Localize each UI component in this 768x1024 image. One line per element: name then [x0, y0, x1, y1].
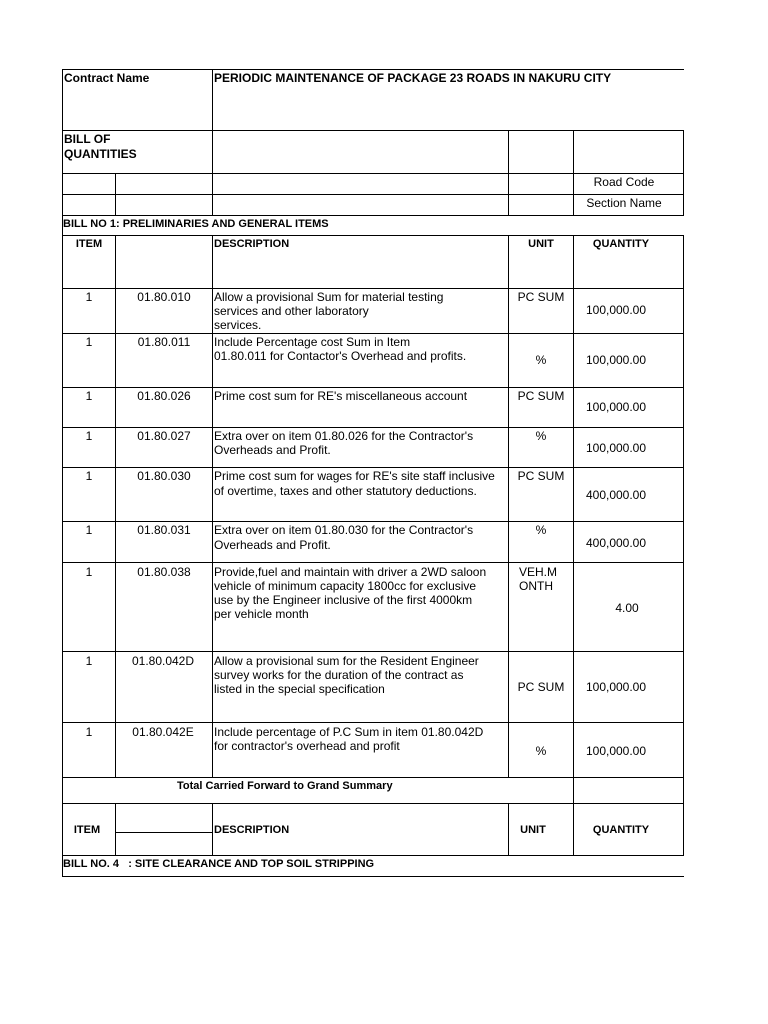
contract-name-value: PERIODIC MAINTENANCE OF PACKAGE 23 ROADS IN NAKURU CITY	[214, 71, 612, 85]
grid-line	[62, 235, 684, 236]
item-description-line: Overheads and Profit.	[214, 538, 331, 552]
item-description-line: Extra over on item 01.80.030 for the Contractor's	[214, 523, 474, 537]
total-carried-forward-label: Total Carried Forward to Grand Summary	[177, 780, 393, 792]
item-description-line: Provide,fuel and maintain with driver a 2WD saloon	[214, 565, 487, 579]
item-number: 1	[85, 469, 93, 483]
grid-line	[62, 651, 684, 652]
grid-line	[115, 803, 116, 855]
grid-line	[573, 130, 574, 215]
item-description-line: for contractor's overhead and profit	[214, 739, 400, 753]
item-code: 01.80.027	[137, 429, 191, 443]
item-description-line: Allow a provisional sum for the Resident Engineer	[214, 654, 479, 668]
grid-line	[508, 130, 509, 215]
bill-of-quantities-label: BILL OF	[64, 132, 111, 146]
item-unit: PC SUM	[517, 389, 565, 403]
item-code: 01.80.031	[137, 523, 191, 537]
item-number: 1	[85, 335, 93, 349]
item-number: 1	[85, 565, 93, 579]
column-header-description: DESCRIPTION	[214, 824, 290, 836]
item-unit: %	[535, 429, 547, 443]
grid-line	[62, 194, 684, 195]
grid-line	[62, 69, 63, 877]
grid-line	[62, 173, 684, 174]
item-code: 01.80.010	[137, 290, 191, 304]
item-description-line: Include Percentage cost Sum in Item	[214, 335, 411, 349]
grid-line	[62, 521, 684, 522]
item-unit: PC SUM	[517, 469, 565, 483]
grid-line	[62, 387, 684, 388]
item-description-line: vehicle of minimum capacity 1800cc for exclusive	[214, 579, 477, 593]
item-quantity: 100,000.00	[585, 744, 647, 758]
item-code: 01.80.026	[137, 389, 191, 403]
item-description-line: 01.80.011 for Contactor's Overhead and profits.	[214, 349, 467, 363]
item-description-line: Prime cost sum for wages for RE's site staff inclusive	[214, 469, 495, 483]
grid-line	[62, 855, 684, 856]
column-header-unit: UNIT	[520, 824, 546, 836]
item-unit: %	[535, 744, 547, 758]
item-description-line: survey works for the duration of the contract as	[214, 668, 464, 682]
item-quantity: 400,000.00	[585, 536, 647, 550]
grid-line	[62, 333, 684, 334]
item-description-line: per vehicle month	[214, 607, 309, 621]
grid-line	[573, 235, 574, 855]
item-description-line: listed in the special specification	[214, 682, 385, 696]
item-unit: PC SUM	[517, 290, 565, 304]
item-description-line: Extra over on item 01.80.026 for the Contractor's	[214, 429, 474, 443]
road-code-label: Road Code	[593, 175, 655, 189]
item-description-line: services.	[214, 318, 262, 332]
grid-line	[115, 235, 116, 777]
item-description-line: Overheads and Profit.	[214, 443, 331, 457]
grid-line	[62, 562, 684, 563]
grid-line	[212, 235, 213, 777]
grid-line	[62, 777, 684, 778]
grid-line	[62, 803, 684, 804]
item-number: 1	[85, 290, 93, 304]
column-header-unit: UNIT	[528, 238, 554, 250]
grid-line	[62, 288, 684, 289]
item-quantity: 100,000.00	[585, 353, 647, 367]
item-description-line: Allow a provisional Sum for material testing	[214, 290, 444, 304]
grid-line	[115, 173, 116, 215]
bill-4-title: BILL NO. 4 : SITE CLEARANCE AND TOP SOIL STRIPPING	[63, 858, 375, 870]
item-number: 1	[85, 389, 93, 403]
column-header-item: ITEM	[73, 824, 101, 836]
item-quantity: 400,000.00	[585, 488, 647, 502]
item-description-line: services and other laboratory	[214, 304, 369, 318]
grid-line	[683, 130, 684, 215]
grid-line	[62, 722, 684, 723]
item-unit: %	[535, 523, 547, 537]
item-quantity: 100,000.00	[585, 441, 647, 455]
grid-line	[62, 427, 684, 428]
grid-line	[62, 876, 684, 877]
item-code: 01.80.011	[137, 335, 191, 349]
item-unit: %	[535, 353, 547, 367]
item-unit: PC SUM	[517, 680, 565, 694]
item-number: 1	[85, 725, 93, 739]
contract-name-label: Contract Name	[64, 71, 150, 85]
grid-line	[62, 69, 684, 70]
grid-line	[212, 803, 213, 855]
item-code: 01.80.038	[137, 565, 191, 579]
item-number: 1	[85, 429, 93, 443]
grid-line	[212, 69, 213, 215]
grid-line	[508, 235, 509, 777]
grid-line	[62, 467, 684, 468]
grid-line	[115, 832, 212, 833]
item-unit: VEH.M	[519, 565, 558, 579]
item-description-line: use by the Engineer inclusive of the first 4000km	[214, 593, 473, 607]
item-unit: ONTH	[519, 579, 553, 593]
item-code: 01.80.030	[137, 469, 191, 483]
bill-of-quantities-label: QUANTITIES	[64, 147, 137, 161]
item-number: 1	[85, 654, 93, 668]
column-header-item: ITEM	[75, 238, 103, 250]
grid-line	[508, 803, 509, 855]
grid-line	[62, 215, 684, 216]
section-name-label: Section Name	[586, 196, 662, 210]
item-quantity: 100,000.00	[585, 303, 647, 317]
item-code: 01.80.042D	[131, 654, 195, 668]
column-header-quantity: QUANTITY	[592, 824, 650, 836]
bill-1-title: BILL NO 1: PRELIMINARIES AND GENERAL ITEMS	[63, 218, 329, 230]
item-code: 01.80.042E	[132, 725, 194, 739]
item-description-line: of overtime, taxes and other statutory deductions.	[214, 484, 477, 498]
column-header-description: DESCRIPTION	[214, 238, 290, 250]
item-quantity: 100,000.00	[585, 680, 647, 694]
item-description-line: Prime cost sum for RE's miscellaneous account	[214, 389, 468, 403]
item-description-line: Include percentage of P.C Sum in item 01.80.042D	[214, 725, 484, 739]
item-quantity: 4.00	[615, 601, 639, 615]
item-quantity: 100,000.00	[585, 400, 647, 414]
item-number: 1	[85, 523, 93, 537]
grid-line	[62, 130, 684, 131]
grid-line	[683, 235, 684, 855]
column-header-quantity: QUANTITY	[592, 238, 650, 250]
